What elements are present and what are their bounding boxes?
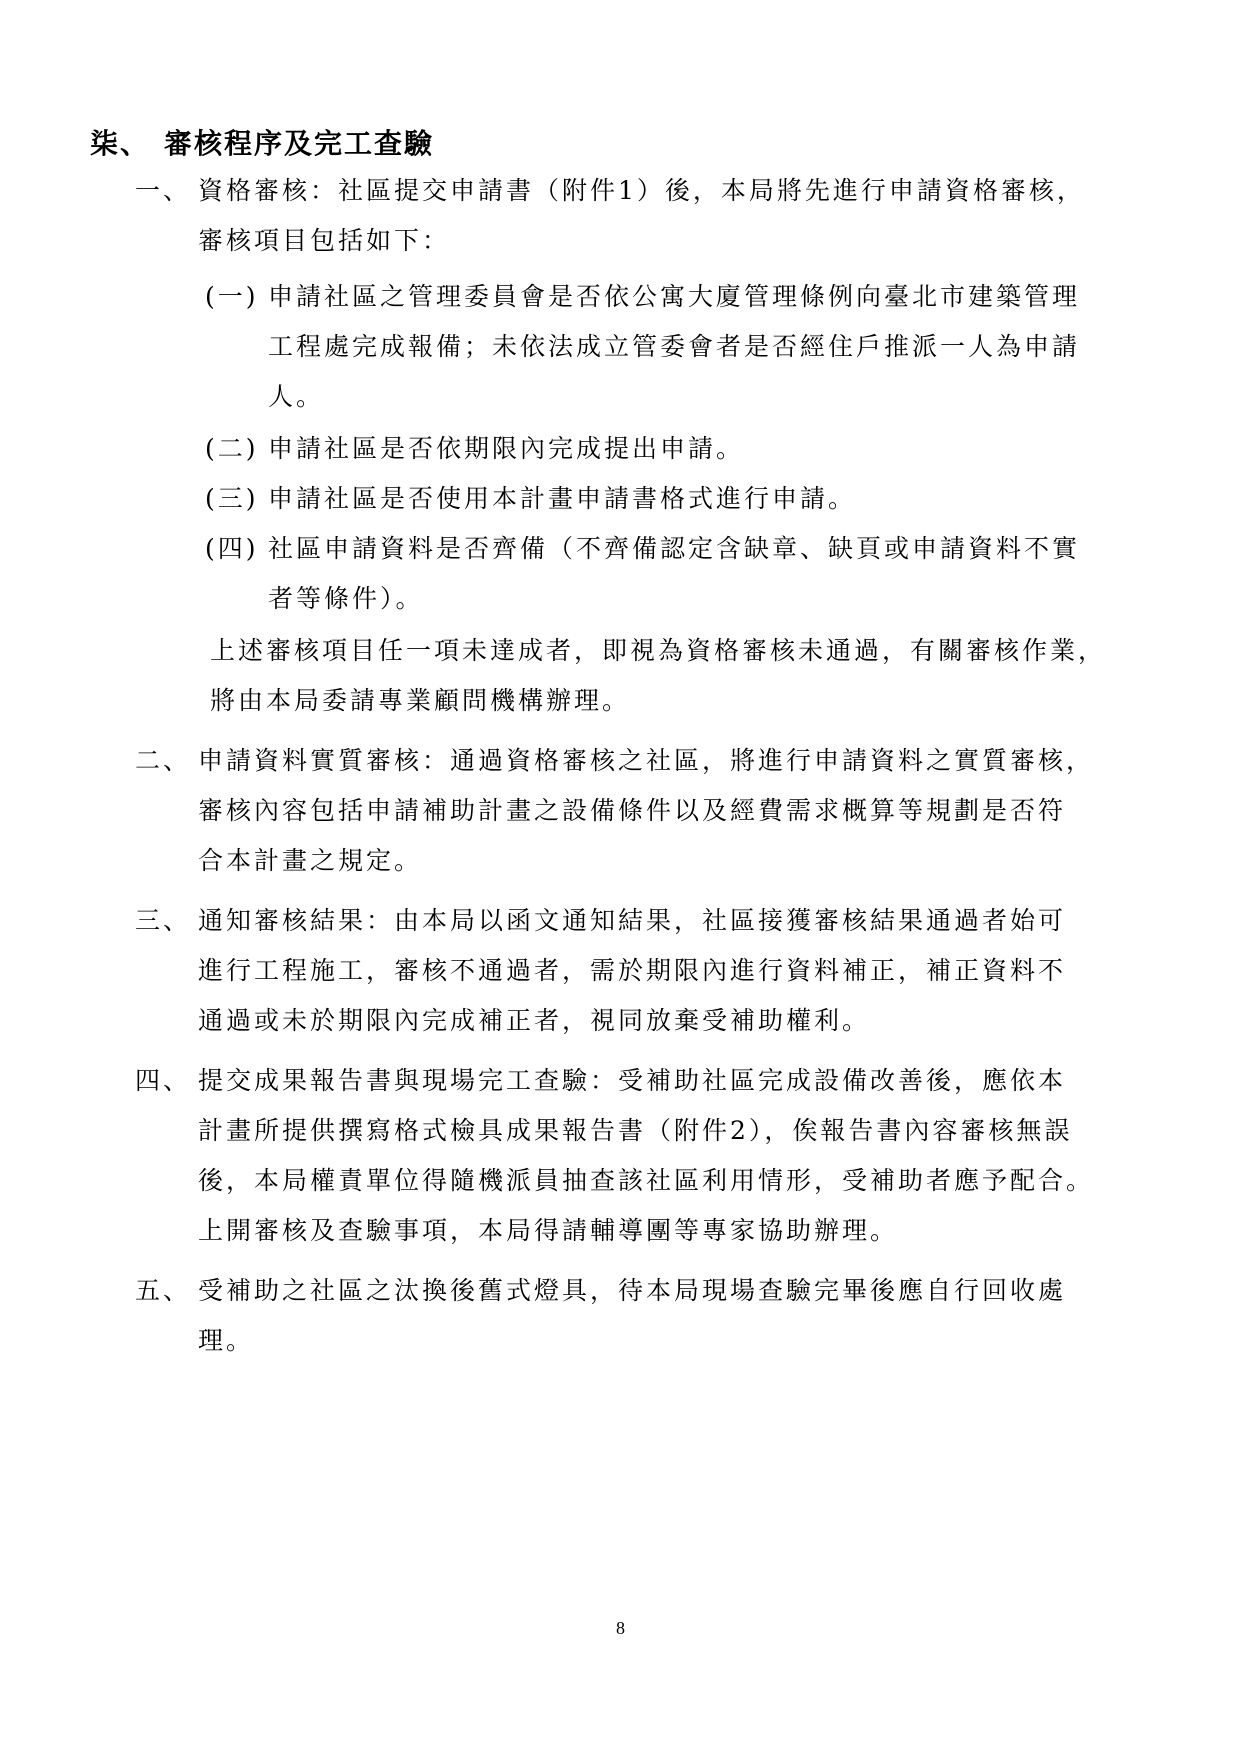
subitem-label-2: (二) xyxy=(205,434,259,463)
page-number: 8 xyxy=(616,1618,625,1638)
item-1-line-2: 審核項目包括如下： xyxy=(198,226,451,255)
note-line-1: 上述審核項目任一項未達成者，即視為資格審核未通過，有關審核作業， xyxy=(210,636,1107,665)
heading-number: 柒、 xyxy=(90,127,151,160)
item-3-line-2: 進行工程施工，審核不通過者，需於期限內進行資料補正，補正資料不 xyxy=(198,956,1067,985)
item-4-line-4: 上開審核及查驗事項，本局得請輔導團等專家協助辦理。 xyxy=(198,1216,899,1245)
subitem-1-line-2: 工程處完成報備；未依法成立管委會者是否經住戶推派一人為申請 xyxy=(268,332,1081,361)
item-number-5: 五、 xyxy=(135,1276,192,1305)
item-4-line-1: 提交成果報告書與現場完工查驗：受補助社區完成設備改善後，應依本 xyxy=(198,1066,1067,1095)
subitem-3-line-1: 申請社區是否使用本計畫申請書格式進行申請。 xyxy=(268,484,857,513)
item-4-line-2: 計畫所提供撰寫格式檢具成果報告書（附件2），俟報告書內容審核無誤 xyxy=(198,1116,1073,1145)
item-number-1: 一、 xyxy=(135,176,192,205)
item-4-line-3: 後，本局權責單位得隨機派員抽查該社區利用情形，受補助者應予配合。 xyxy=(198,1166,1095,1195)
section-heading xyxy=(90,122,434,162)
subitem-1-line-1: 申請社區之管理委員會是否依公寓大廈管理條例向臺北市建築管理 xyxy=(268,282,1081,311)
item-2-line-1: 申請資料實質審核：通過資格審核之社區，將進行申請資料之實質審核， xyxy=(198,746,1095,775)
item-5-line-2: 理。 xyxy=(198,1326,255,1355)
subitem-4-line-2: 者等條件）。 xyxy=(268,584,424,613)
subitem-4-line-1: 社區申請資料是否齊備（不齊備認定含缺章、缺頁或申請資料不實 xyxy=(268,534,1081,563)
item-2-line-2: 審核內容包括申請補助計畫之設備條件以及經費需求概算等規劃是否符 xyxy=(198,796,1067,825)
subitem-label-4: (四) xyxy=(205,534,259,563)
item-5-line-1: 受補助之社區之汰換後舊式燈具，待本局現場查驗完畢後應自行回收處 xyxy=(198,1276,1067,1305)
item-number-2: 二、 xyxy=(135,746,192,775)
item-3-line-3: 通過或未於期限內完成補正者，視同放棄受補助權利。 xyxy=(198,1006,871,1035)
heading-title: 審核程序及完工查驗 xyxy=(164,127,435,160)
item-1-line-1: 資格審核：社區提交申請書（附件1）後，本局將先進行申請資格審核， xyxy=(198,176,1085,205)
subitem-label-3: (三) xyxy=(205,484,259,513)
note-line-2: 將由本局委請專業顧問機構辦理。 xyxy=(210,686,631,715)
item-number-3: 三、 xyxy=(135,906,192,935)
subitem-label-1: (一) xyxy=(205,282,259,311)
item-2-line-3: 合本計畫之規定。 xyxy=(198,846,423,875)
item-number-4: 四、 xyxy=(135,1066,192,1095)
item-3-line-1: 通知審核結果：由本局以函文通知結果，社區接獲審核結果通過者始可 xyxy=(198,906,1067,935)
subitem-1-line-3: 人。 xyxy=(268,382,325,411)
subitem-2-line-1: 申請社區是否依期限內完成提出申請。 xyxy=(268,434,745,463)
